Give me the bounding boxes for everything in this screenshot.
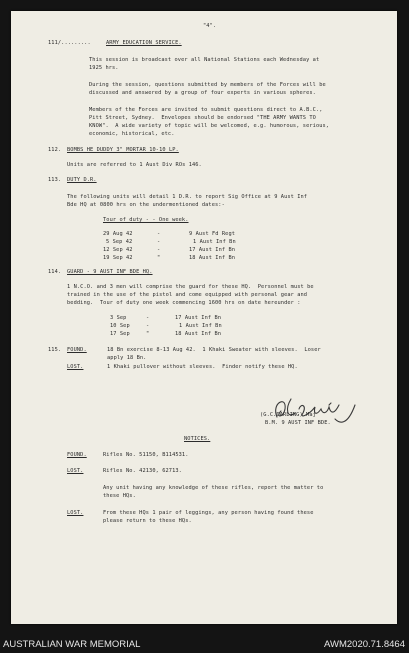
guard-date: 3 Sep <box>110 315 127 321</box>
duty-unit: 9 Aust Fd Regt <box>189 231 236 237</box>
duty-unit: 17 Aust Inf Bn <box>189 247 236 253</box>
s113-text-line1: The following units will detail 1 D.R. to report Sig Office at 9 Aust Inf <box>67 194 308 200</box>
duty-sep: - <box>157 239 161 245</box>
s111-p3-line2: Pitt Street, Sydney. Envelopes should be endorsed "THE ARMY WANTS TO <box>89 115 316 121</box>
notice-lost1-note-line2: these HQs. <box>103 493 136 499</box>
guard-unit: 1 Aust Inf Bn <box>179 323 222 329</box>
guard-sep: " <box>146 331 150 337</box>
signature-title: B.M. 9 AUST INF BDE. <box>265 420 331 426</box>
guard-sep: - <box>146 315 150 321</box>
notice-found-label: FOUND. <box>67 452 87 458</box>
s115-found-label: FOUND. <box>67 347 87 353</box>
notices-title: NOTICES. <box>184 436 211 442</box>
duty-sep: " <box>157 255 161 261</box>
s113-text-line2: Bde HQ at 0800 hrs on the undermentioned dates:- <box>67 202 225 208</box>
guard-sep: - <box>146 323 150 329</box>
s115-lost-text: 1 Khaki pullover without sleeves. Finder notify these HQ. <box>107 364 298 370</box>
s113-tour: Tour of duty - - One week. <box>103 217 189 223</box>
duty-date: 12 Sep 42 <box>103 247 133 253</box>
s114-text-line1: 1 N.C.O. and 3 men will comprise the guard for these HQ. Personnel must be <box>67 284 314 290</box>
s112-text: Units are referred to 1 Aust Div ROs 146. <box>67 162 202 168</box>
notice-found-text: Rifles No. 51150, B114531. <box>103 452 189 458</box>
duty-date: 19 Sep 42 <box>103 255 133 261</box>
guard-date: 17 Sep <box>110 331 130 337</box>
guard-unit: 18 Aust Inf Bn <box>175 331 222 337</box>
notice-lost1-label: LOST. <box>67 468 84 474</box>
section-114-title: GUARD - 9 AUST INF BDE HQ. <box>67 269 153 275</box>
notice-lost1-note-line1: Any unit having any knowledge of these rifles, report the matter to <box>103 485 324 491</box>
s111-p3-line3: KNOW". A wide variety of topic will be welcomed, e.g. humorous, serious, <box>89 123 330 129</box>
section-115-number: 115. <box>48 347 62 353</box>
s114-text-line3: bedding. Tour of duty one week commencing 1600 hrs on date hereunder : <box>67 300 301 306</box>
archive-footer <box>0 636 409 653</box>
section-112-number: 112. <box>48 147 62 153</box>
guard-unit: 17 Aust Inf Bn <box>175 315 222 321</box>
duty-sep: - <box>157 231 161 237</box>
section-113-title: DUTY D.R. <box>67 177 97 183</box>
s111-p2-line1: During the session, questions submitted by members of the Forces will be <box>89 82 326 88</box>
section-112-title: BOMBS HE DUDDY 3" MORTAR 10-10 LP. <box>67 147 179 153</box>
section-113-number: 113. <box>48 177 62 183</box>
guard-date: 10 Sep <box>110 323 130 329</box>
notice-lost2-line1: From these HQs 1 pair of leggings, any person having found these <box>103 510 314 516</box>
duty-unit: 1 Aust Inf Bn <box>193 239 236 245</box>
duty-unit: 18 Aust Inf Bn <box>189 255 236 261</box>
s111-p2-line2: discussed and answered by a group of four experts in various spheres. <box>89 90 316 96</box>
duty-date: 5 Sep 42 <box>106 239 133 245</box>
s115-found-line1: 18 Bn exercise 8-13 Aug 42. 1 Khaki Sweater with sleeves. Loser <box>107 347 321 353</box>
s111-p3-line4: economic, historical, etc. <box>89 131 175 137</box>
s114-text-line2: trained in the use of the pistol and come equipped with personal gear and <box>67 292 308 298</box>
duty-date: 29 Aug 42 <box>103 231 133 237</box>
duty-sep: - <box>157 247 161 253</box>
section-111-number: 111/......... <box>48 40 91 46</box>
s111-p1-line1: This session is broadcast over all National Stations each Wednesday at <box>89 57 320 63</box>
page-number: "4". <box>203 23 217 29</box>
document-page <box>11 11 397 624</box>
signature-name: (G.C.DARLING) Maj <box>260 412 316 418</box>
notice-lost2-line2: please return to these HQs. <box>103 518 192 524</box>
s115-lost-label: LOST. <box>67 364 84 370</box>
s111-p3-line1: Members of the Forces are invited to submit questions direct to A.B.C., <box>89 107 323 113</box>
s111-p1-line2: 1925 hrs. <box>89 65 119 71</box>
footer-reference: AWM2020.71.8464 <box>324 639 405 650</box>
notice-lost1-text: Rifles No. 42130, 62713. <box>103 468 182 474</box>
footer-institution: AUSTRALIAN WAR MEMORIAL <box>3 639 141 650</box>
section-111-title: ARMY EDUCATION SERVICE. <box>106 40 182 46</box>
s115-found-line2: apply 18 Bn. <box>107 355 147 361</box>
notice-lost2-label: LOST. <box>67 510 84 516</box>
section-114-number: 114. <box>48 269 62 275</box>
